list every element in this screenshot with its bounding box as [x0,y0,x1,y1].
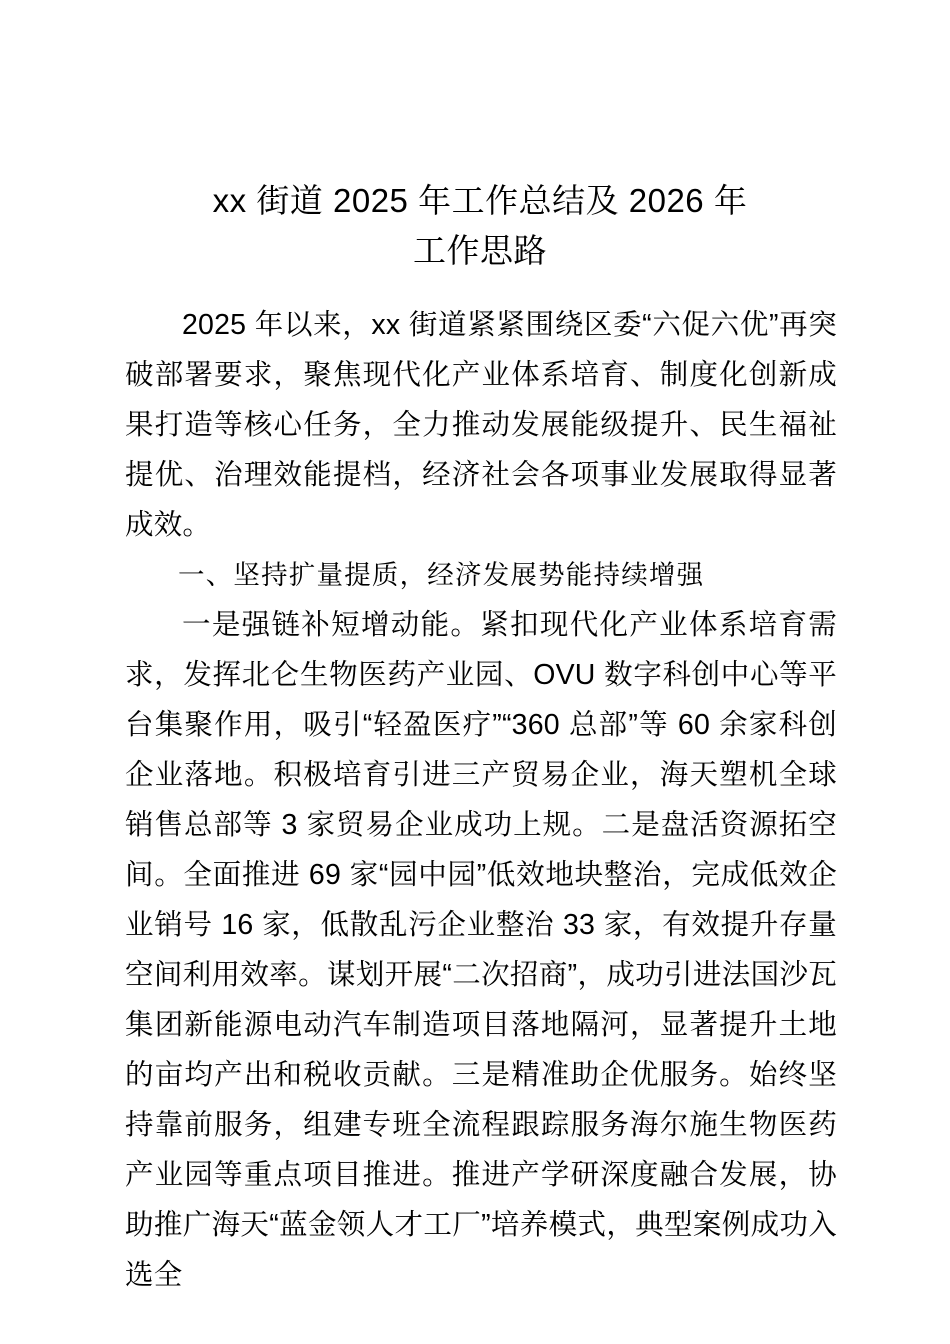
document-body [125,300,837,1300]
title-line-1: xx 街道 2025 年工作总结及 2026 年 [212,182,748,219]
section-heading-one: 一、坚持扩量提质，经济发展势能持续增强 [178,560,705,590]
paragraph-section-one-body: 一是强链补短增动能。紧扣现代化产业体系培育需求，发挥北仑生物医药产业园、OVU 数字科创中心等平台集聚作用，吸引“轻盈医疗”“360 总部”等 60 余家科创企业落地。积极培育引进三产贸易企业，海天塑机全球销售总部等 3 家贸易企业成功上规。二是盘活资源拓空间。全面推进 69 家“园中园”低效地块整治，完成低效企业销号 16 家，低散乱污企业整治 33 家，有效提升存量空间利用效率。谋划开展“二次招商”，成功引进法国沙瓦集团新能源电动汽车制造项目落地隔河，显著提升土地的亩均产出和税收贡献。三是精准助企优服务。始终坚持靠前服务，组建专班全流程跟踪服务海尔施生物医药产业园等重点项目推进。推进产学研深度融合发展，协助推广海天“蓝金领人才工厂”培养模式，典型案例成功入选全 [125,609,837,1291]
title-line-2: 工作思路 [413,232,547,269]
paragraph-intro: 2025 年以来，xx 街道紧紧围绕区委“六促六优”再突破部署要求，聚焦现代化产业体系培育、制度化创新成果打造等核心任务，全力推动发展能级提升、民生福祉提优、治理效能提档，经济社会各项事业发展取得显著成效。 [125,309,837,541]
page-title [125,176,835,276]
